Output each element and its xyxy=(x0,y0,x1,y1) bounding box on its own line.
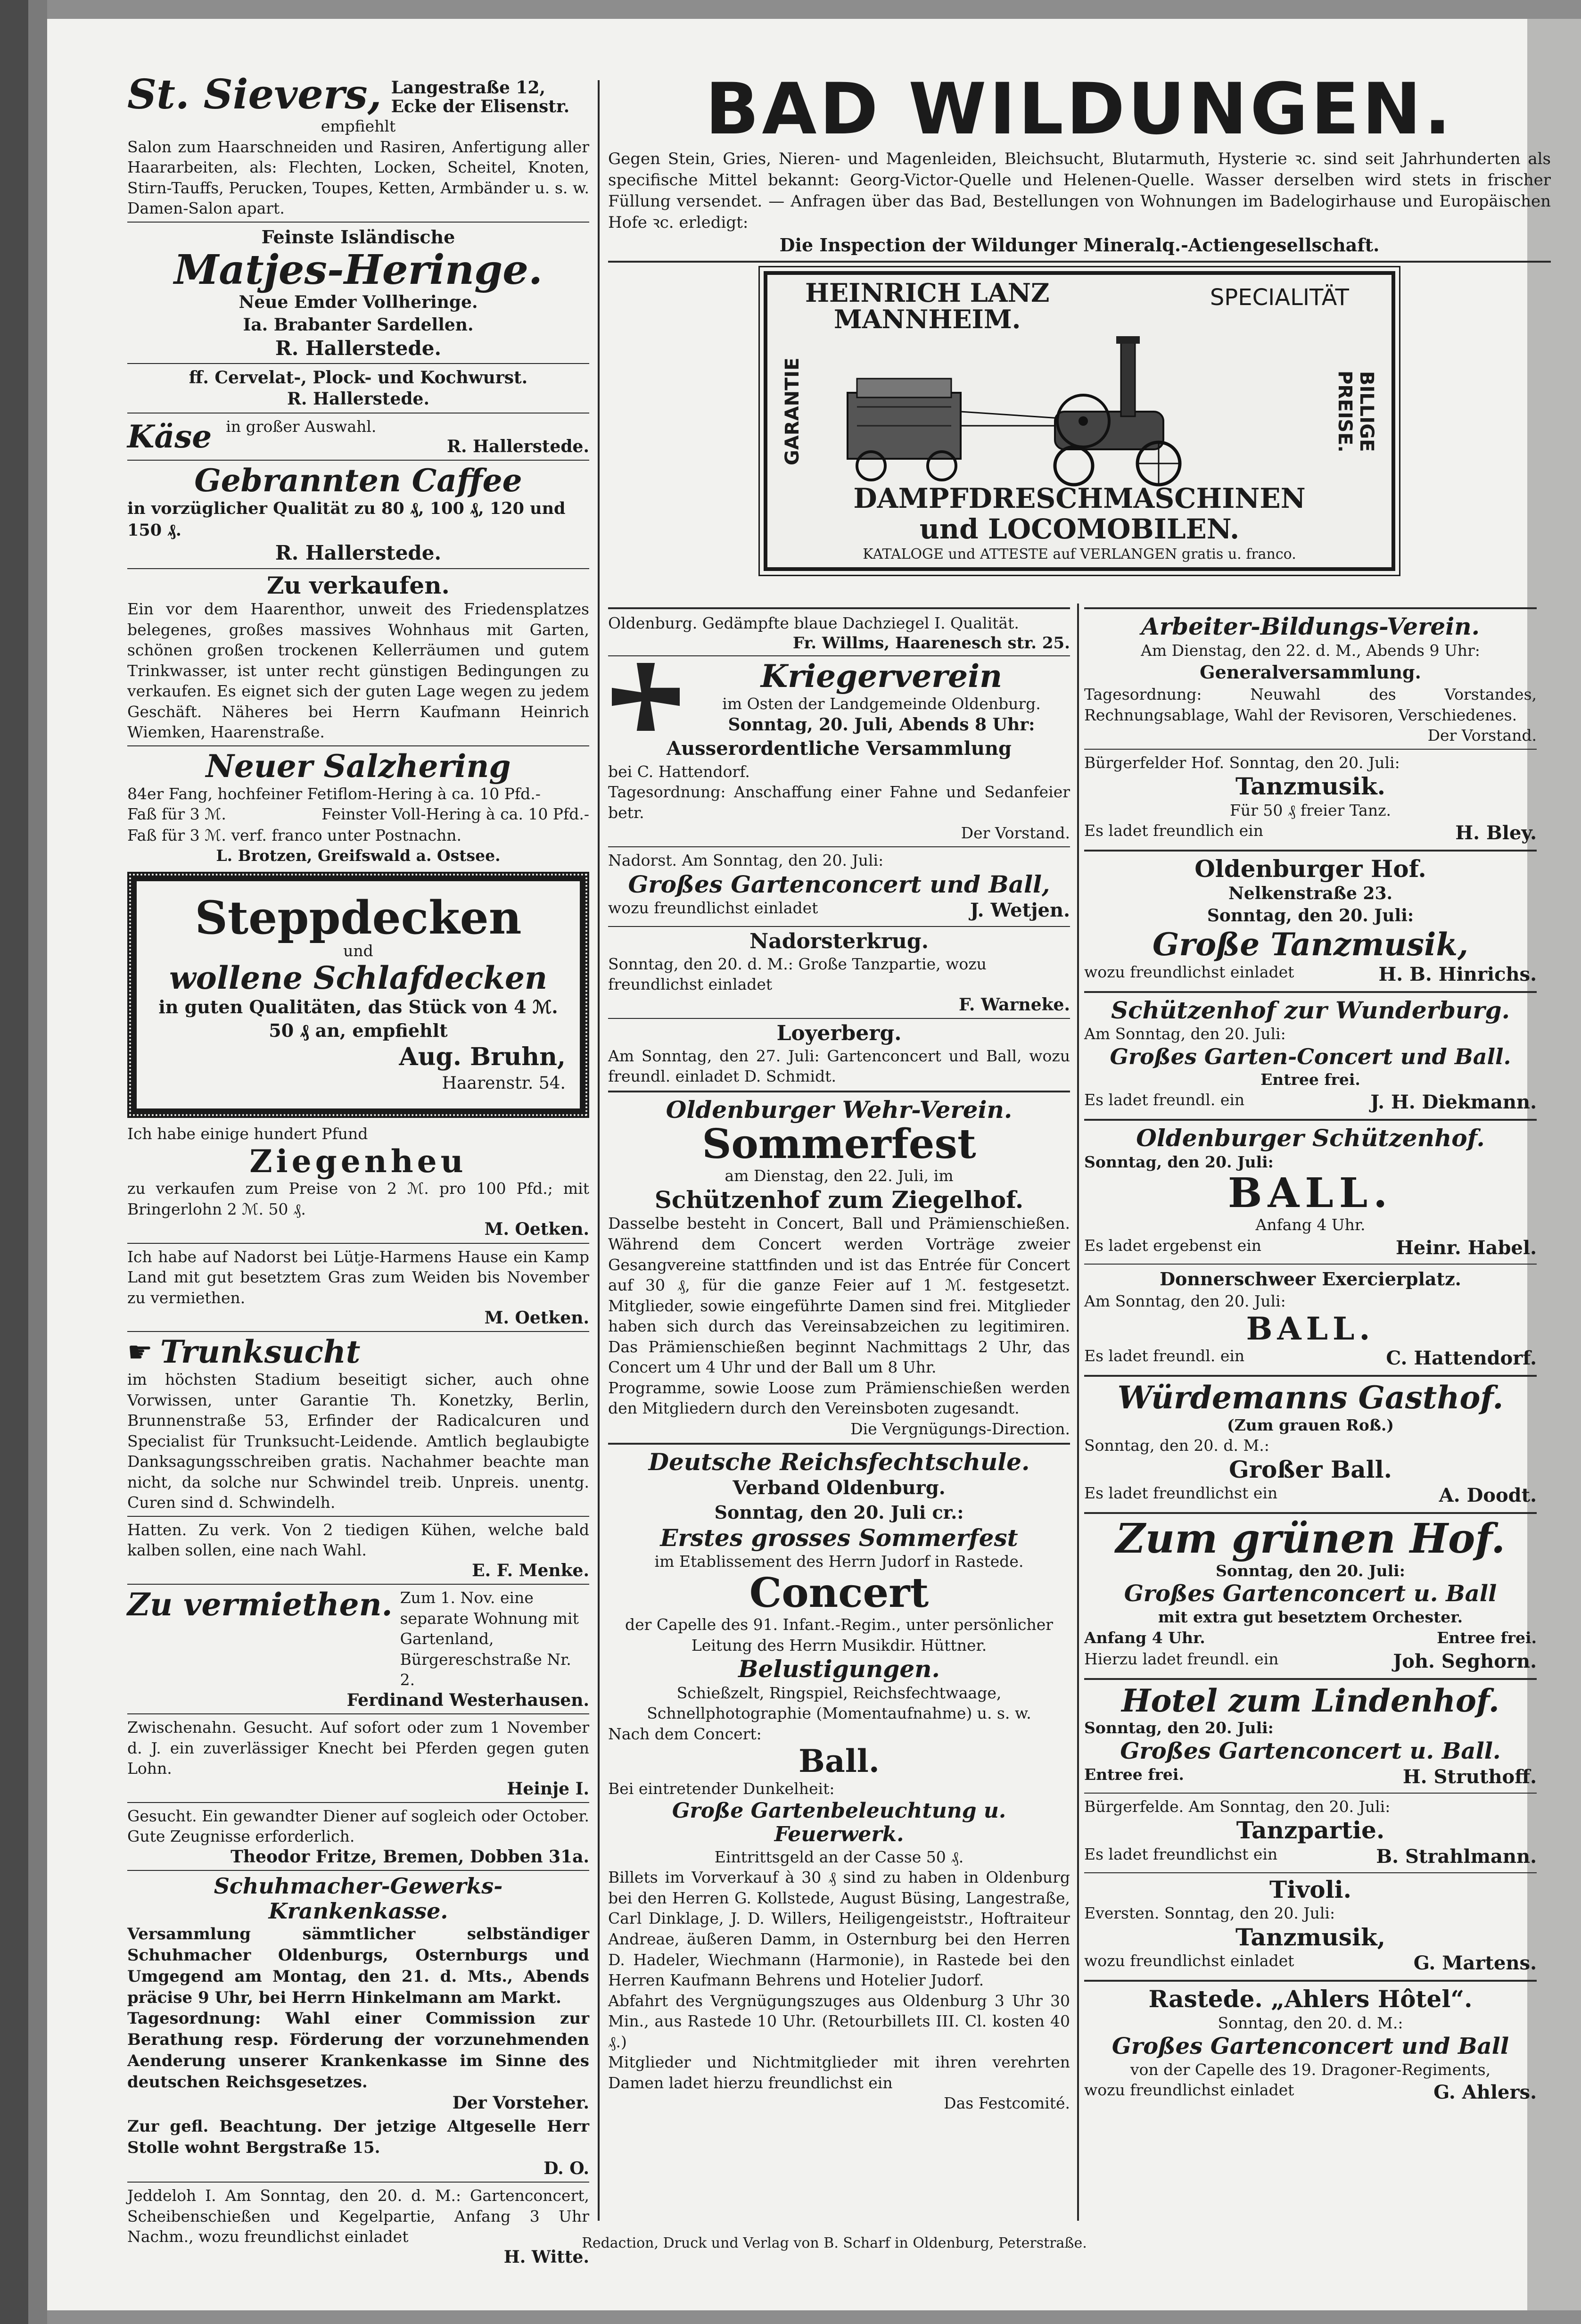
linden-sig: H. Struthoff. xyxy=(1402,1765,1537,1788)
wunderburg-sub: Entree frei. xyxy=(1260,1070,1360,1089)
top-right-block xyxy=(608,68,1551,579)
wunderburg-date: Am Sonntag, den 20. Juli: xyxy=(1084,1025,1286,1043)
oschuetz-sig: Heinr. Habel. xyxy=(1395,1236,1537,1259)
stepp-addr: Haarenstr. 54. xyxy=(442,1073,566,1093)
tivoli-inv: wozu freundlichst einladet xyxy=(1084,1952,1294,1970)
buergerfelder-inv: Es ladet freundlich ein xyxy=(1084,821,1263,840)
wunderburg-event: Großes Garten-Concert und Ball. xyxy=(1110,1043,1511,1069)
buergerfelde-text: Bürgerfelde. Am Sonntag, den 20. Juli: xyxy=(1084,1797,1391,1816)
lanz-title1: HEINRICH LANZ xyxy=(805,277,1050,308)
fecht-nach: Nach dem Concert: xyxy=(608,1724,762,1743)
verkaufen-title: Zu verkaufen. xyxy=(267,571,450,599)
schuhmacher-text2: Tagesordnung: Wahl einer Commission zur Berathung resp. Förderung der vorzunehmenden Aenderung unserer Krankenkasse im Sinne des deutschen Reichsgesetzes. xyxy=(127,2009,589,2092)
arbeiter-title: Arbeiter-Bildungs-Verein. xyxy=(1141,612,1480,640)
salzhering-title: Neuer Salzhering xyxy=(206,748,511,785)
stepp-und: und xyxy=(343,941,373,960)
zwischenahn-text: Zwischenahn. Gesucht. Auf sofort oder zum 1 November d. J. ein zuverlässiger Knecht bei Pferden gegen guten Lohn. xyxy=(127,1718,589,1778)
vermiethen-text: Zum 1. Nov. eine separate Wohnung mit Gartenland, Bürgereschstraße Nr. 2. xyxy=(400,1588,579,1689)
wunderburg-sig: J. H. Diekmann. xyxy=(1370,1091,1537,1114)
matjes-line2: Ia. Brabanter Sardellen. xyxy=(243,315,474,335)
donnerschwee-title: Donnerschweer Exercierplatz. xyxy=(1160,1268,1461,1290)
vermiethen-sig: Ferdinand Westerhausen. xyxy=(346,1690,589,1710)
lanz-title2: MANNHEIM. xyxy=(833,304,1021,335)
kaffee-title: Gebrannten Caffee xyxy=(194,462,522,499)
ad-stolle xyxy=(127,2116,589,2179)
sievers-empf: empfiehlt xyxy=(321,117,396,136)
wuerdemann-inv: Es ladet freundlichst ein xyxy=(1084,1484,1278,1503)
ad-schuhmacher xyxy=(127,1874,589,2113)
oldhof-title: Oldenburger Hof. xyxy=(1194,855,1426,883)
threshing-machine-illustration xyxy=(838,331,1206,487)
gruen-anf: Anfang 4 Uhr. xyxy=(1084,1629,1205,1647)
bad-wildungen-text: Gegen Stein, Gries, Nieren- und Magenleiden, Bleichsucht, Blutarmuth, Hysterie ꝛc. sind seit Jahrhunderten als specifische Mittel bekannt: Georg-Victor-Quelle und Helenen-Quelle. Wasser derselben wird stets in frischer Füllung versendet. — Anfragen über das Bad, Bestellungen von Wohnungen im Badelogirhause und Europäischen Hofe ꝛc. erledigt: xyxy=(608,149,1551,232)
ad-hatten xyxy=(127,1520,589,1581)
lanz-spec: SPECIALITÄT xyxy=(1210,284,1349,311)
ad-buergerfelde xyxy=(1084,1796,1537,1869)
gruen-event: Großes Gartenconcert u. Ball xyxy=(1124,1580,1497,1607)
imprint-footer: Redaction, Druck und Verlag von B. Scharf in Oldenburg, Peterstraße. xyxy=(582,2235,1087,2251)
ad-tivoli xyxy=(1084,1876,1537,1977)
ziegenheu-sig: M. Oetken. xyxy=(484,1219,589,1240)
arbeiter-sig: Der Vorstand. xyxy=(1427,726,1537,745)
linden-date: Sonntag, den 20. Juli: xyxy=(1084,1719,1274,1737)
buergerfelder-text: Bürgerfelder Hof. Sonntag, den 20. Juli: xyxy=(1084,753,1400,772)
wehr-date: am Dienstag, den 22. Juli, im xyxy=(725,1166,954,1185)
zwischenahn-sig: Heinje I. xyxy=(507,1778,589,1799)
gruen-date: Sonntag, den 20. Juli: xyxy=(1216,1561,1405,1580)
kaese-text: in großer Auswahl. xyxy=(226,417,377,436)
fecht-mitglieder: Mitglieder und Nichtmitglieder mit ihren verehrten Damen ladet hierzu freundlichst ein xyxy=(608,2053,1070,2092)
lanz-garantie: GARANTIE xyxy=(782,357,803,465)
oldhof-addr: Nelkenstraße 23. xyxy=(1228,883,1393,903)
fecht-date: Sonntag, den 20. Juli cr.: xyxy=(714,1501,964,1523)
rastede-date: Sonntag, den 20. d. M.: xyxy=(1218,2013,1403,2032)
nadorst-title: Großes Gartenconcert und Ball, xyxy=(628,870,1050,898)
wuerdemann-event: Großer Ball. xyxy=(1229,1455,1392,1483)
donnerschwee-sig: C. Hattendorf. xyxy=(1386,1347,1537,1370)
oschuetz-title: Oldenburger Schützenhof. xyxy=(1136,1124,1485,1152)
wehr-title2: Sommerfest xyxy=(702,1120,976,1168)
rastede-title: Rastede. „Ahlers Hôtel“. xyxy=(1148,1985,1473,2013)
linden-event: Großes Gartenconcert u. Ball. xyxy=(1120,1737,1501,1764)
nadorsterkrug-sig: F. Warneke. xyxy=(958,994,1070,1015)
matjes-title: Matjes-Heringe. xyxy=(174,246,543,294)
buergerfelde-inv: Es ladet freundlichst ein xyxy=(1084,1844,1278,1863)
stolle-text: Zur gefl. Beachtung. Der jetzige Altgeselle Herr Stolle wohnt Bergstraße 15. xyxy=(127,2117,589,2157)
tivoli-event: Tanzmusik, xyxy=(1235,1923,1386,1951)
wehr-text: Dasselbe besteht in Concert, Ball und Prämienschießen. Während dem Concert werden Vorträge zweier Gesangvereine stattfinden und ist das Entrée für Concert auf 30 ₰, für die ganze Feier auf 1 ℳ. festgesetzt. Mitglieder, sowie eingeführte Damen sind frei. Mitglieder haben sich durch das Vereinsabzeichen zu legitimiren. Das Prämienschießen beginnt Nachmittags 2 Uhr, das Concert um 4 Uhr und der Ball um 8 Uhr. xyxy=(608,1214,1070,1377)
fecht-ball: Ball. xyxy=(799,1743,880,1780)
ad-nadorst xyxy=(608,850,1070,923)
matjes-sig: R. Hallerstede. xyxy=(275,336,442,360)
gesucht-sig: Theodor Fritze, Bremen, Dobben 31a. xyxy=(231,1846,589,1867)
tivoli-title: Tivoli. xyxy=(1269,1875,1351,1903)
krieger-date: Sonntag, 20. Juli, Abends 8 Uhr: xyxy=(728,715,1035,735)
krieger-sub: im Osten der Landgemeinde Oldenburg. xyxy=(722,694,1041,713)
wehr-sig: Die Vergnügungs-Direction. xyxy=(850,1419,1070,1438)
nadorsterkrug-text: Sonntag, den 20. d. M.: Große Tanzpartie, wozu freundlichst einladet xyxy=(608,954,987,994)
lanz-m2: und LOCOMOBILEN. xyxy=(919,513,1240,545)
wuerdemann-date: Sonntag, den 20. d. M.: xyxy=(1084,1436,1269,1455)
tivoli-text: Eversten. Sonntag, den 20. Juli: xyxy=(1084,1904,1335,1923)
fecht-cap: der Capelle des 91. Infant.-Regim., unter persönlicher Leitung des Herrn Musikdir. Hüttner. xyxy=(625,1615,1053,1654)
ad-oldenburger-schuetzenhof xyxy=(1084,1125,1537,1261)
ad-oldenburger-hof xyxy=(1084,855,1537,987)
fecht-feuer: Große Gartenbeleuchtung u. Feuerwerk. xyxy=(672,1798,1006,1847)
book-binding-edge xyxy=(28,0,47,2324)
nadorst-inv: wozu freundlichst einladet xyxy=(608,899,818,918)
fecht-event: Erstes grosses Sommerfest xyxy=(660,1523,1018,1552)
ad-matjes xyxy=(127,225,589,360)
fecht-bel-text: Schießzelt, Ringspiel, Reichsfechtwaage, Schnellphotographie (Momentaufnahme) u. s. w. xyxy=(647,1683,1031,1723)
gruen-title: Zum grünen Hof. xyxy=(1115,1515,1506,1563)
ad-kriegerverein xyxy=(608,659,1070,844)
arbeiter-event: Generalversammlung. xyxy=(1200,662,1421,683)
sievers-text: Salon zum Haarschneiden und Rasiren, Anfertigung aller Haararbeiten, als: Flechten, Locken, Scheitel, Knoten, Stirn-Tauffs, Perucken, Toupes, Ketten, Armbänder u. s. w. Damen-Salon apart. xyxy=(127,137,589,218)
kaese-title: Käse xyxy=(127,418,212,455)
stepp-text: in guten Qualitäten, das Stück von 4 ℳ. 50 ₰ an, empfiehlt xyxy=(158,996,558,1042)
donnerschwee-inv: Es ladet freundl. ein xyxy=(1084,1347,1245,1365)
gruen-sub: mit extra gut besetztem Orchester. xyxy=(1158,1608,1463,1627)
nadorst-sig: J. Wetjen. xyxy=(970,899,1070,922)
column-3 xyxy=(1084,604,1537,2108)
ad-kampland xyxy=(127,1247,589,1329)
fecht-loc: im Etablissement des Herrn Judorf in Rastede. xyxy=(654,1552,1024,1571)
stolle-sig: D. O. xyxy=(543,2158,589,2178)
ad-lanz xyxy=(764,271,1395,571)
ad-gruener-hof xyxy=(1084,1515,1537,1674)
oschuetz-sub: Anfang 4 Uhr. xyxy=(1255,1216,1366,1234)
schuhmacher-text: Versammlung sämmtlicher selbständiger Schuhmacher Oldenburgs, Osternburgs und Umgegend am Montag, den 21. d. Mts., Abends präcise 9 Uhr, bei Herrn Hinkelmann am Markt. xyxy=(127,1924,589,2007)
kaffee-text: in vorzüglicher Qualität zu 80 ₰, 100 ₰, 120 und 150 ₰. xyxy=(127,498,566,540)
fecht-bel: Belustigungen. xyxy=(738,1655,940,1683)
ad-trunksucht xyxy=(127,1335,589,1513)
bad-wildungen-sig: Die Inspection der Wildunger Mineralq.-Actiengesellschaft. xyxy=(779,234,1380,256)
stepp-title: Steppdecken xyxy=(195,891,522,944)
bad-wildungen-title: BAD WILDUNGEN. xyxy=(705,68,1454,150)
ad-kaese xyxy=(127,416,589,457)
ad-zwischenahn xyxy=(127,1717,589,1799)
dachziegel-sig: Fr. Willms, Haarenesch str. 25. xyxy=(792,633,1070,653)
wuerdemann-sig: A. Doodt. xyxy=(1439,1484,1537,1507)
ad-arbeiter xyxy=(1084,613,1537,746)
loyerberg-text: Am Sonntag, den 27. Juli: Gartenconcert und Ball, wozu freundl. einladet D. Schmidt. xyxy=(608,1046,1070,1086)
wuerdemann-sub: (Zum grauen Roß.) xyxy=(1227,1415,1394,1434)
wehr-title: Oldenburger Wehr-Verein. xyxy=(666,1095,1013,1124)
ad-sievers xyxy=(127,71,589,219)
ziegenheu-title: Ziegenheu xyxy=(249,1142,467,1180)
matjes-line1: Neue Emder Vollheringe. xyxy=(239,292,478,313)
column-2 xyxy=(608,604,1070,2117)
sievers-name: St. Sievers, xyxy=(127,71,382,118)
ziegenheu-pre: Ich habe einige hundert Pfund xyxy=(127,1125,368,1143)
nadorst-text: Nadorst. Am Sonntag, den 20. Juli: xyxy=(608,851,884,869)
salzhering-l2b: Feinster Voll-Hering à ca. 10 Pfd.- xyxy=(321,805,589,824)
buergerfelder-sub: Für 50 ₰ freier Tanz. xyxy=(1229,801,1391,819)
schuhmacher-sig: Der Vorsteher. xyxy=(452,2092,589,2113)
ad-buergerfelder-hof xyxy=(1084,753,1537,846)
rastede-sig: G. Ahlers. xyxy=(1433,2081,1537,2104)
ad-jeddeloh xyxy=(127,2185,589,2267)
fecht-dunkel: Bei eintretender Dunkelheit: xyxy=(608,1779,835,1798)
ad-gesucht xyxy=(127,1806,589,1867)
ad-dachziegel xyxy=(608,613,1070,653)
nadorsterkrug-title: Nadorsterkrug. xyxy=(749,929,929,954)
wehr-loc: Schützenhof zum Ziegelhof. xyxy=(654,1185,1024,1214)
iron-cross-icon xyxy=(608,659,683,735)
ad-wunderburg xyxy=(1084,997,1537,1115)
salzhering-l2a: Faß für 3 ℳ. xyxy=(127,805,226,824)
wehr-text2: Programme, sowie Loose zum Prämienschießen werden den Mitgliedern durch den Vereinsboten zugesandt. xyxy=(608,1378,1070,1418)
krieger-title: Kriegerverein xyxy=(760,658,1003,695)
kampland-sig: M. Oetken. xyxy=(484,1308,589,1328)
oldhof-sig: H. B. Hinrichs. xyxy=(1378,963,1537,985)
jeddeloh-sig: H. Witte. xyxy=(503,2247,589,2267)
rastede-event: Großes Gartenconcert und Ball xyxy=(1112,2033,1509,2059)
gruen-entree: Entree frei. xyxy=(1437,1629,1537,1647)
ad-salzhering xyxy=(127,749,589,866)
tivoli-sig: G. Martens. xyxy=(1413,1952,1537,1975)
kaffee-sig: R. Hallerstede. xyxy=(275,541,442,565)
fecht-concert: Concert xyxy=(749,1569,929,1617)
ad-cervelat xyxy=(127,367,589,410)
donnerschwee-event: BALL. xyxy=(1246,1310,1375,1347)
fecht-abfahrt: Abfahrt des Vergnügungszuges aus Oldenburg 3 Uhr 30 Min., aus Rastede 10 Uhr. (Retourbillets III. Cl. kosten 40 ₰.) xyxy=(608,1991,1070,2051)
fecht-sig: Das Festcomité. xyxy=(944,2094,1070,2113)
oschuetz-date: Sonntag, den 20. Juli: xyxy=(1084,1152,1274,1171)
column-rule-1 xyxy=(598,80,600,2221)
trunksucht-title: Trunksucht xyxy=(160,1333,361,1371)
oldhof-date: Sonntag, den 20. Juli: xyxy=(1207,906,1414,926)
salzhering-sig: L. Brotzen, Greifswald a. Ostsee. xyxy=(216,846,501,865)
lanz-m3: KATALOGE und ATTESTE auf VERLANGEN gratis u. franco. xyxy=(863,546,1296,562)
salzhering-l3: Faß für 3 ℳ. verf. franco unter Postnachn. xyxy=(127,826,461,844)
buergerfelder-title: Tanzmusik. xyxy=(1235,772,1386,801)
krieger-event: Ausserordentliche Versammlung xyxy=(667,737,1012,760)
column-rule-2 xyxy=(1077,604,1079,2221)
linden-entree: Entree frei. xyxy=(1084,1765,1184,1784)
oschuetz-inv: Es ladet ergebenst ein xyxy=(1084,1236,1262,1255)
rastede-inv: wozu freundlichst einladet xyxy=(1084,2081,1294,2100)
lanz-m1: DAMPFDRESCHMASCHINEN xyxy=(853,482,1306,514)
stepp-title2: wollene Schlafdecken xyxy=(169,959,548,997)
verkaufen-text: Ein vor dem Haarenthor, unweit des Friedensplatzes belegenes, großes massives Wohnhaus mit Garten, schönen großen trockenen Kellerräumen und gutem Trinkwasser, ist unter recht günstigen Bedingungen zu verkaufen. Es eignet sich der guten Lage wegen zu jedem Geschäft. Näheres bei Herrn Kaufmann Heinrich Wiemken, Haarenstraße. xyxy=(127,600,589,742)
krieger-sig: Der Vorstand. xyxy=(961,824,1070,843)
buergerfelde-title: Tanzpartie. xyxy=(1236,1816,1385,1844)
hatten-text: Hatten. Zu verk. Von 2 tiedigen Kühen, welche bald kalben sollen, eine nach Wahl. xyxy=(127,1520,589,1560)
loyerberg-title: Loyerberg. xyxy=(776,1021,902,1045)
cervelat-text: ff. Cervelat-, Plock- und Kochwurst. xyxy=(189,367,528,388)
fecht-title: Deutsche Reichsfechtschule. xyxy=(648,1448,1030,1476)
wuerdemann-title: Würdemanns Gasthof. xyxy=(1117,1379,1504,1416)
oldhof-event: Große Tanzmusik, xyxy=(1152,926,1469,963)
krieger-tag: Tagesordnung: Anschaffung einer Fahne und Sedanfeier betr. xyxy=(608,783,1070,822)
arbeiter-text: Tagesordnung: Neuwahl des Vorstandes, Rechnungsablage, Wahl der Revisoren, Verschiedenes. xyxy=(1084,685,1537,724)
ad-ziegenheu xyxy=(127,1124,589,1240)
buergerfelde-sig: B. Strahlmann. xyxy=(1376,1845,1537,1868)
ad-rastede xyxy=(1084,1985,1537,2105)
arbeiter-date: Am Dienstag, den 22. d. M., Abends 9 Uhr: xyxy=(1141,641,1480,660)
ziegenheu-text: zu verkaufen zum Preise von 2 ℳ. pro 100 Pfd.; mit Bringerlohn 2 ℳ. 50 ₰. xyxy=(127,1179,589,1218)
linden-title: Hotel zum Lindenhof. xyxy=(1121,1682,1499,1719)
fecht-eintritt: Eintrittsgeld an der Casse 50 ₰. xyxy=(714,1847,964,1866)
ad-vermiethen xyxy=(127,1588,589,1711)
ad-verkaufen xyxy=(127,572,589,743)
oldhof-inv: wozu freundlichst einladet xyxy=(1084,962,1294,981)
gesucht-text: Gesucht. Ein gewandter Diener auf sogleich oder October. Gute Zeugnisse erforderlich. xyxy=(127,1806,589,1846)
matjes-pre: Feinste Isländische xyxy=(261,226,455,248)
oschuetz-event: BALL. xyxy=(1227,1169,1393,1217)
column-1 xyxy=(127,71,589,2270)
kampland-text: Ich habe auf Nadorst bei Lütje-Harmens Hause ein Kamp Land mit gut besetztem Gras zum Weiden bis November zu vermiethen. xyxy=(127,1247,589,1307)
ad-donnerschwee xyxy=(1084,1267,1537,1371)
stepp-sig: Aug. Bruhn, xyxy=(399,1042,566,1072)
ad-loyerberg xyxy=(608,1022,1070,1087)
lanz-preise: BILLIGE PREISE. xyxy=(1334,370,1377,453)
krieger-loc: bei C. Hattendorf. xyxy=(608,762,750,781)
salzhering-l1: 84er Fang, hochfeiner Fetiflom-Hering à ca. 10 Pfd.- xyxy=(127,784,541,803)
donnerschwee-date: Am Sonntag, den 20. Juli: xyxy=(1084,1292,1286,1311)
fecht-text: Billets im Vorverkauf à 30 ₰ sind zu haben in Oldenburg bei den Herren G. Kollstede, August Büsing, Langestraße, Carl Dinklage, J. D. Willers, Heiligengeiststr., Hoftraiteur Andreae, äußeren Damm, in Osternburg bei den Herren D. Hadeler, Wiechmann (Harmonie), in Rastede bei den Herren Kaufmann Behrens und Hotelier Judorf. xyxy=(608,1868,1070,1990)
ad-nadorsterkrug xyxy=(608,930,1070,1015)
gruen-sig: Joh. Seghorn. xyxy=(1393,1650,1537,1672)
hatten-sig: E. F. Menke. xyxy=(472,1560,589,1580)
gruen-inv: Hierzu ladet freundl. ein xyxy=(1084,1649,1279,1668)
ad-lindenhof xyxy=(1084,1684,1537,1790)
pointing-hand-icon: ☛ xyxy=(127,1335,153,1369)
sievers-addr1: Langestraße 12, xyxy=(391,78,546,98)
jeddeloh-text: Jeddeloh I. Am Sonntag, den 20. d. M.: Gartenconcert, Scheibenschießen und Kegelpartie, Anfang 3 Uhr Nachm., wozu freundlichst einladet xyxy=(127,2186,589,2246)
ad-steppdecken xyxy=(127,872,589,1118)
buergerfelder-sig: H. Bley. xyxy=(1455,822,1537,844)
ad-reichsfechtschule xyxy=(608,1448,1070,2113)
trunksucht-text: im höchsten Stadium beseitigt sicher, auch ohne Vorwissen, unter Garantie Th. Konetzky, Berlin, Brunnenstraße 53, Erfinder der Radicalcuren und Specialist für Trunksucht-Leidende. Amtlich beglaubigte Danksagungsschreiben gratis. Nachahmer beachte man nicht, da solche nur Schwindel treib. Unpreis. unentg. Curen sind d. Schwindelh. xyxy=(127,1370,589,1512)
fecht-sub: Verband Oldenburg. xyxy=(733,1476,946,1499)
ad-kaffee xyxy=(127,463,589,565)
ad-wuerdemann xyxy=(1084,1381,1537,1508)
kaese-sig: R. Hallerstede. xyxy=(447,437,589,457)
cervelat-sig: R. Hallerstede. xyxy=(287,389,429,409)
vermiethen-title: Zu vermiethen. xyxy=(127,1586,393,1623)
rastede-cap: von der Capelle des 19. Dragoner-Regiments, xyxy=(1130,2060,1491,2079)
ad-wehrverein xyxy=(608,1096,1070,1439)
schuhmacher-title: Schuhmacher-Gewerks-Krankenkasse. xyxy=(214,1873,503,1924)
wunderburg-title: Schützenhof zur Wunderburg. xyxy=(1111,996,1510,1024)
dachziegel-text: Oldenburg. Gedämpfte blaue Dachziegel I. Qualität. xyxy=(608,614,1019,632)
book-binding xyxy=(0,0,28,2324)
wunderburg-inv: Es ladet freundl. ein xyxy=(1084,1091,1245,1109)
sievers-addr2: Ecke der Elisenstr. xyxy=(391,96,570,116)
